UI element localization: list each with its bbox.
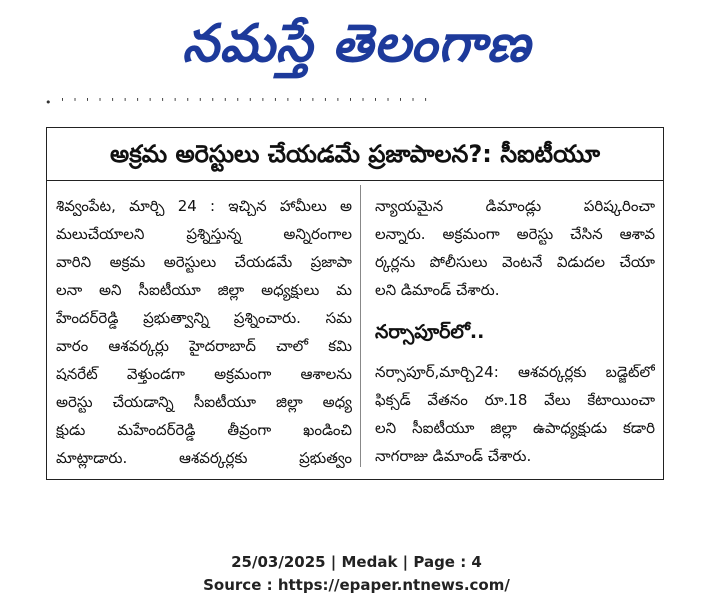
text-line: ఫిక్సడ్ వేతనం రూ.18 వేలు కేటాయించా — [375, 391, 655, 409]
text-line: లనా అని సీఐటీయూ జిల్లా అధ్యక్షులు మ — [56, 281, 352, 299]
text-line: మలుచేయాలని ప్రశ్నిస్తున్న అన్నిరంగాల — [56, 225, 352, 243]
column-divider — [360, 185, 361, 467]
article-column-left — [56, 192, 352, 472]
text-line: షనరేట్ వెళ్తుండగా అక్రమంగా ఆశాలను — [56, 365, 352, 383]
text-line: మాట్లాడారు. ఆశవర్కర్లకు ప్రభుత్వం — [56, 449, 352, 467]
text-line: వారం ఆశవర్కర్లు హైదరాబాద్ చాలో కమి — [56, 337, 352, 355]
cropped-text-strip: • ' ' ' ' ' ' ' ' ' ' ' ' ' ' ' ' ' ' ' ' ' ' ' ' ' ' ' ' ' ' — [45, 96, 431, 108]
text-line: ర్కర్లను పోలీసులు వెంటనే విడుదల చేయా — [375, 253, 655, 271]
text-line: నర్సాపూర్,మార్చి24: ఆశవర్కర్లకు బడ్జెట్‌లో — [375, 363, 655, 381]
publication-date-page: 25/03/2025 | Medak | Page : 4 — [231, 553, 482, 571]
article-subheading: నర్సాపూర్‌లో.. — [375, 321, 485, 343]
text-line: న్యాయమైన డిమాండ్లు పరిష్కరించా — [375, 197, 655, 215]
headline-divider — [47, 180, 663, 181]
article-clipping — [46, 127, 664, 480]
text-line: లన్నారు. అక్రమంగా అరెస్టు చేసిన ఆశావ — [375, 225, 655, 243]
text-line: లని సీఐటీయూ జిల్లా ఉపాధ్యక్షుడు కడారి — [375, 419, 655, 437]
text-line: హేందర్‌రెడ్డి ప్రభుత్వాన్ని ప్రశ్నించారు. సమ — [56, 309, 352, 327]
text-line: వారిని అక్రమ అరెస్టులు చేయడమే ప్రజాపా — [56, 253, 352, 271]
article-column-right — [375, 192, 655, 470]
text-line: లని డిమాండ్ చేశారు. — [375, 281, 500, 299]
masthead-logo: నమస్తే తెలంగాణ — [182, 13, 531, 74]
text-line: క్షుడు మహేందర్‌రెడ్డి తీవ్రంగా ఖండించి — [56, 421, 352, 439]
text-line: నాగరాజు డిమాండ్ చేశారు. — [375, 447, 532, 465]
source-url: Source : https://epaper.ntnews.com/ — [203, 576, 510, 594]
text-line: శివ్వంపేట, మార్చి 24 : ఇచ్చిన హామీలు అ — [56, 197, 352, 215]
article-headline: అక్రమ అరెస్టులు చేయడమే ప్రజాపాలన?: సీఐటీయూ — [110, 140, 600, 168]
text-line: అరెస్టు చేయడాన్ని సీఐటీయూ జిల్లా అధ్య — [56, 393, 352, 411]
